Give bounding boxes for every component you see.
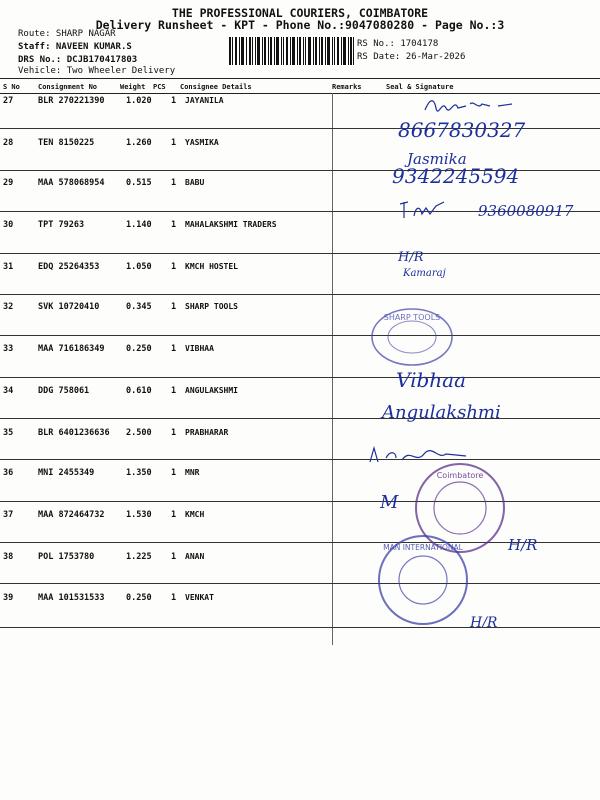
- row-separator: [0, 294, 600, 295]
- table-top-rule: [0, 78, 600, 79]
- col-header-consignee: Consignee Details: [180, 83, 252, 91]
- row-consignment-no: EDQ 25264353: [38, 262, 100, 272]
- handwritten-sig-mnr: M: [380, 492, 399, 513]
- signature-scribble-row30: [396, 196, 456, 224]
- row-consignee: PRABHARAR: [185, 428, 229, 437]
- svg-text:MAN INTERNATIONAL: MAN INTERNATIONAL: [383, 543, 463, 552]
- col-header-sno: S No: [3, 83, 20, 91]
- row-weight: 2.500: [126, 428, 152, 438]
- handwritten-sig-angulakshmi: Angulakshmi: [382, 402, 501, 423]
- row-consignment-no: DDG 758061: [38, 386, 90, 396]
- sharp-tools-stamp: [369, 306, 455, 368]
- row-sno: 28: [3, 138, 14, 148]
- row-separator: [0, 335, 600, 336]
- row-sno: 32: [3, 302, 14, 312]
- handwritten-phone-3: 9360080917: [478, 202, 574, 220]
- row-pcs: 1: [171, 262, 177, 272]
- row-consignment-no: BLR 6401236636: [38, 428, 110, 438]
- handwritten-sig-vibhaa: Vibhaa: [396, 368, 467, 392]
- row-separator: [0, 377, 600, 378]
- row-sno: 29: [3, 178, 14, 188]
- staff-label: Staff: NAVEEN KUMAR.S: [18, 42, 132, 52]
- handwritten-phone-2: 9342245594: [392, 164, 520, 188]
- row-consignee: VENKAT: [185, 593, 214, 602]
- row-consignment-no: SVK 10720410: [38, 302, 100, 312]
- row-consignee: KMCH HOSTEL: [185, 262, 238, 271]
- drs-number: DRS No.: DCJB170417803: [18, 55, 138, 65]
- man-international-stamp: [376, 534, 470, 626]
- row-pcs: 1: [171, 428, 177, 438]
- col-header-remarks: Remarks: [332, 83, 362, 91]
- row-sno: 35: [3, 428, 14, 438]
- rs-number: RS No.: 1704178: [357, 39, 439, 49]
- row-pcs: 1: [171, 468, 177, 478]
- row-pcs: 1: [171, 178, 177, 188]
- row-weight: 0.345: [126, 302, 152, 312]
- row-consignment-no: POL 1753780: [38, 552, 95, 562]
- handwritten-hr-row38: H/R: [508, 536, 538, 554]
- row-sno: 27: [3, 96, 14, 106]
- row-consignment-no: MAA 872464732: [38, 510, 105, 520]
- row-weight: 0.250: [126, 344, 152, 354]
- handwritten-name-yasmika: Jasmika: [407, 150, 467, 168]
- row-weight: 1.260: [126, 138, 152, 148]
- row-separator: [0, 501, 600, 502]
- row-sno: 36: [3, 468, 14, 478]
- row-sno: 37: [3, 510, 14, 520]
- row-sno: 31: [3, 262, 14, 272]
- row-pcs: 1: [171, 344, 177, 354]
- row-consignment-no: TPT 79263: [38, 220, 85, 230]
- row-pcs: 1: [171, 593, 177, 603]
- row-separator: [0, 253, 600, 254]
- row-weight: 1.350: [126, 468, 152, 478]
- col-header-consignment: Consignment No: [38, 83, 98, 91]
- row-sno: 34: [3, 386, 14, 396]
- handwritten-hr-row31: H/R: [398, 250, 424, 265]
- row-consignee: BABU: [185, 178, 205, 187]
- row-consignment-no: MAA 716186349: [38, 344, 105, 354]
- row-consignee: MAHALAKSHMI TRADERS: [185, 220, 277, 229]
- row-pcs: 1: [171, 552, 177, 562]
- company-title: THE PROFESSIONAL COURIERS, COIMBATORE: [171, 6, 429, 20]
- row-weight: 1.225: [126, 552, 152, 562]
- remarks-divider: [332, 93, 333, 645]
- runsheet-subtitle: Delivery Runsheet - KPT - Phone No.:9047080280 - Page No.:3: [95, 18, 505, 32]
- svg-text:SHARP TOOLS: SHARP TOOLS: [383, 313, 441, 322]
- row-consignee: ANGULAKSHMI: [185, 386, 238, 395]
- handwritten-phone-1: 8667830327: [398, 118, 526, 142]
- row-consignee: KMCH: [185, 510, 205, 519]
- row-weight: 1.530: [126, 510, 152, 520]
- row-consignee: ANAN: [185, 552, 205, 561]
- row-weight: 0.610: [126, 386, 152, 396]
- col-header-seal-signature: Seal & Signature: [386, 83, 454, 91]
- row-consignee: VIBHAA: [185, 344, 214, 353]
- row-pcs: 1: [171, 386, 177, 396]
- row-consignee: YASMIKA: [185, 138, 219, 147]
- handwritten-hr-row39: H/R: [470, 615, 498, 631]
- row-consignment-no: TEN 8150225: [38, 138, 95, 148]
- route-label: Route: SHARP NAGAR: [18, 29, 116, 39]
- row-separator: [0, 627, 600, 628]
- row-pcs: 1: [171, 220, 177, 230]
- row-weight: 0.515: [126, 178, 152, 188]
- row-separator: [0, 418, 600, 419]
- row-weight: 1.020: [126, 96, 152, 106]
- row-sno: 30: [3, 220, 14, 230]
- row-pcs: 1: [171, 302, 177, 312]
- barcode-image: [229, 37, 354, 65]
- row-separator: [0, 459, 600, 460]
- svg-text:Coimbatore: Coimbatore: [436, 471, 484, 480]
- col-header-weight: Weight: [120, 83, 146, 91]
- row-sno: 38: [3, 552, 14, 562]
- row-consignee: MNR: [185, 468, 200, 477]
- row-pcs: 1: [171, 96, 177, 106]
- row-weight: 0.250: [126, 593, 152, 603]
- row-sno: 33: [3, 344, 14, 354]
- signature-scribble-row27: [420, 96, 520, 116]
- table-header-rule: [0, 93, 600, 94]
- col-header-pcs: PCS: [153, 83, 166, 91]
- row-pcs: 1: [171, 510, 177, 520]
- row-pcs: 1: [171, 138, 177, 148]
- row-sno: 39: [3, 593, 14, 603]
- row-consignee: JAYANILA: [185, 96, 224, 105]
- row-consignee: SHARP TOOLS: [185, 302, 238, 311]
- rs-date: RS Date: 26-Mar-2026: [357, 52, 466, 62]
- row-consignment-no: MAA 101531533: [38, 593, 105, 603]
- row-weight: 1.140: [126, 220, 152, 230]
- handwritten-receiver-row31: Kamaraj: [403, 268, 446, 279]
- row-consignment-no: BLR 270221390: [38, 96, 105, 106]
- row-consignment-no: MNI 2455349: [38, 468, 95, 478]
- row-separator: [0, 583, 600, 584]
- row-weight: 1.050: [126, 262, 152, 272]
- row-consignment-no: MAA 578068954: [38, 178, 105, 188]
- vehicle-label: Vehicle: Two Wheeler Delivery: [18, 66, 176, 76]
